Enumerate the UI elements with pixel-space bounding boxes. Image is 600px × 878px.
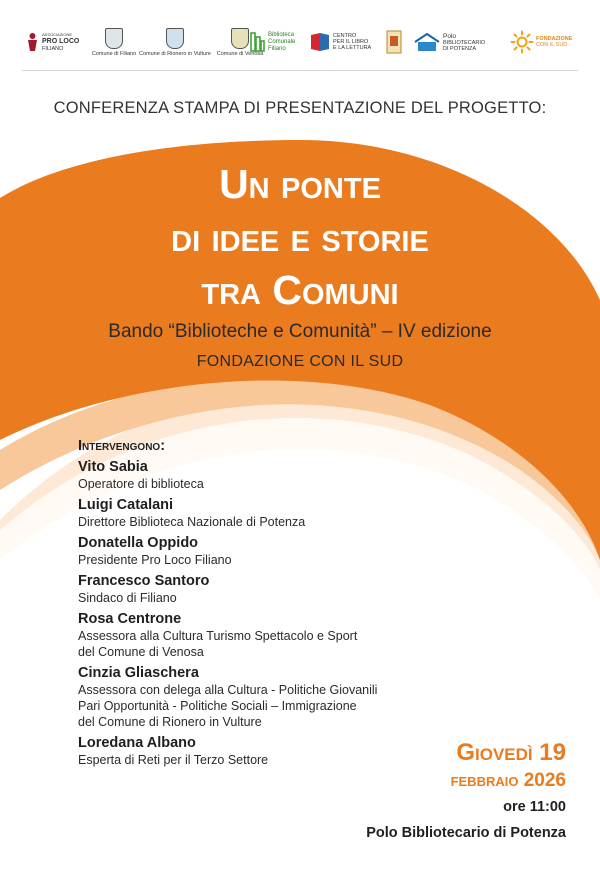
logo-strip <box>22 22 578 68</box>
speaker <box>78 664 438 730</box>
event-day: Giovedì 19 <box>456 739 566 766</box>
polo-line1: Polo <box>443 32 457 40</box>
polo-line2: BIBLIOTECARIO <box>443 39 486 46</box>
pro-loco-logo <box>26 22 86 62</box>
title-line-2: di idee e storie <box>171 214 429 260</box>
library-seal-icon <box>386 30 402 54</box>
sun-icon <box>510 30 534 54</box>
speaker-role: Direttore Biblioteca Nazionale di Potenza <box>78 515 306 529</box>
biblioteca-line3: Filiano <box>268 45 286 52</box>
speaker-name: Loredana Albano <box>78 735 196 751</box>
comune-rionero-logo <box>138 22 212 62</box>
polo-bibliotecario-logo <box>414 22 492 62</box>
fondazione-sud-logo <box>510 22 576 62</box>
title-line-3: tra Comuni <box>201 267 399 313</box>
centro-line3: E LA LETTURA <box>333 45 372 51</box>
event-place: Polo Bibliotecario di Potenza <box>366 825 566 841</box>
comune-filiano-logo <box>92 22 136 62</box>
bando-subtitle: Bando “Biblioteche e Comunità” – IV edizione <box>108 321 492 342</box>
event-month: febbraio 2026 <box>450 770 566 791</box>
library-seal-logo <box>386 22 404 62</box>
speakers-heading: Intervengono: <box>78 438 166 454</box>
filiano-crest-icon <box>105 28 123 49</box>
speaker-name: Donatella Oppido <box>78 535 199 551</box>
speaker-name: Rosa Centrone <box>78 611 182 627</box>
biblioteca-line1: Biblioteca <box>268 31 295 38</box>
speakers-list <box>78 438 438 772</box>
comune-venosa-caption: Comune di Venosa <box>216 50 264 57</box>
conference-heading: CONFERENZA STAMPA DI PRESENTAZIONE DEL PROGETTO: <box>53 99 547 117</box>
speaker-role: Esperta di Reti per il Terzo Settore <box>78 753 269 767</box>
speaker-name: Luigi Catalani <box>78 497 174 513</box>
header-divider <box>22 70 578 71</box>
speaker <box>78 496 438 530</box>
event-details <box>266 738 566 844</box>
speaker <box>78 572 438 606</box>
pro-loco-small: ASSOCIAZIONE <box>42 32 73 37</box>
book-icon <box>310 32 330 52</box>
speaker-name: Vito Sabia <box>78 459 148 475</box>
comune-filiano-caption: Comune di Filiano <box>91 50 137 57</box>
speaker <box>78 458 438 492</box>
speaker-name: Francesco Santoro <box>78 573 210 589</box>
project-title <box>0 158 600 317</box>
polo-building-icon <box>414 32 440 52</box>
polo-line3: DI POTENZA <box>443 45 477 52</box>
biblioteca-filiano-logo <box>250 22 306 62</box>
speaker-role: Operatore di biblioteca <box>78 477 204 491</box>
title-line-1: Un ponte <box>219 161 381 207</box>
speaker-name: Cinzia Gliaschera <box>78 665 199 681</box>
speaker-role: Assessora con delega alla Cultura - Politiche Giovanili Pari Opportunità - Politiche Sociali – Immigrazione del Comune di Rionero in Vulture <box>78 683 378 729</box>
centro-line1: CENTRO <box>333 33 357 39</box>
fondazione-line2: CON IL SUD <box>536 42 568 48</box>
centro-libro-logo <box>310 22 384 62</box>
fondazione-line1: FONDAZIONE <box>536 36 573 42</box>
speaker <box>78 534 438 568</box>
rionero-crest-icon <box>166 28 184 49</box>
fondazione-subtitle: FONDAZIONE CON IL SUD <box>196 353 404 370</box>
venosa-crest-icon <box>231 28 249 49</box>
speaker <box>78 610 438 660</box>
biblioteca-line2: Comunale <box>268 38 296 45</box>
library-shelf-icon <box>250 31 265 53</box>
speaker-role: Assessora alla Cultura Turismo Spettacolo e Sport del Comune di Venosa <box>78 629 358 659</box>
speaker-role: Presidente Pro Loco Filiano <box>78 553 232 567</box>
comune-rionero-caption: Comune di Rionero in Vulture <box>139 50 211 57</box>
event-time: ore 11:00 <box>503 799 566 815</box>
centro-line2: PER IL LIBRO <box>333 39 369 45</box>
pro-loco-main: PRO LOCO <box>42 38 80 45</box>
pro-loco-sub: FILIANO <box>42 46 64 52</box>
speaker-role: Sindaco di Filiano <box>78 591 177 605</box>
pro-loco-figure-icon <box>26 32 39 52</box>
